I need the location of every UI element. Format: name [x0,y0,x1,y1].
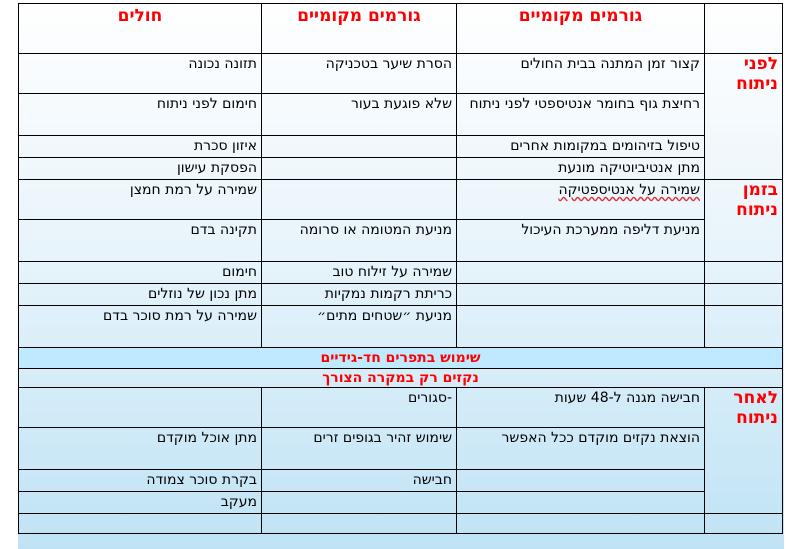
cell [457,492,705,514]
table-row [19,136,783,158]
cell: שמירה על זילוח טוב [262,262,457,284]
cell: תזונה נכונה [19,54,262,94]
cell: מניעת המטומה או סרומה [262,220,457,262]
cell: שלא פוגעת בעור [262,94,457,136]
cell [457,262,705,284]
table-row [19,158,783,180]
cell [457,284,705,306]
cell: תקינה בדם [19,220,262,262]
cell [457,470,705,492]
cell: הסרת שיער בטכניקה [262,54,457,94]
cell: חימום [19,262,262,284]
cell: איזון סכרת [19,136,262,158]
table-row [19,284,783,306]
surgical-infection-table [18,3,783,534]
cell [705,284,783,306]
header-stage [705,4,783,54]
cell: חבישה [262,470,457,492]
banner-row [19,348,783,369]
cell: טיפול בזיהומים במקומות אחרים [457,136,705,158]
banner-monofilament-sutures: שימוש בתפרים חד-גידיים [19,348,783,369]
cell: שמירה על רמת סוכר בדם [19,306,262,348]
table-row [19,306,783,348]
cell [705,306,783,348]
table-row [19,514,783,534]
stage-before-surgery: לפני ניתוח [705,54,783,180]
cell [19,514,262,534]
banner-row [19,369,783,388]
cell [705,514,783,534]
cell [457,306,705,348]
header-patients: חולים [19,4,262,54]
cell: מניעת דליפה ממערכת העיכול [457,220,705,262]
cell [705,262,783,284]
cell: מתן אנטיביוטיקה מונעת [457,158,705,180]
cell: חבישה מגנה ל-48 שעות [457,388,705,428]
cell [457,514,705,534]
cell: מתן אוכל מוקדם [19,428,262,470]
cell: מעקב [19,492,262,514]
table-row [19,94,783,136]
header-local-factors: גורמים מקומיים [457,4,705,54]
banner-drains-when-needed: נקזים רק במקרה הצורך [19,369,783,388]
cell: הפסקת עישון [19,158,262,180]
cell: שמירה על אנטיספטיקה [457,180,705,220]
cell [262,158,457,180]
table-row [19,388,783,428]
stage-after-surgery: לאחר ניתוח [705,388,783,514]
cell: שמירה על רמת חמצן [19,180,262,220]
table-row [19,180,783,220]
table-row [19,262,783,284]
cell: כריתת רקמות נמקיות [262,284,457,306]
table-row [19,492,783,514]
cell: בקרת סוכר צמודה [19,470,262,492]
cell: קצור זמן המתנה בבית החולים [457,54,705,94]
cell: מניעת ״שטחים מתים״ [262,306,457,348]
cell: רחיצת גוף בחומר אנטיספטי לפני ניתוח [457,94,705,136]
cell: הוצאת נקזים מוקדם ככל האפשר [457,428,705,470]
cell [19,388,262,428]
cell: חימום לפני ניתוח [19,94,262,136]
cell [262,136,457,158]
table-row [19,428,783,470]
table-row [19,54,783,94]
table-row [19,220,783,262]
header-row [19,4,783,54]
cell [262,492,457,514]
cell [262,180,457,220]
table-row [19,470,783,492]
header-local-factors-2: גורמים מקומיים [262,4,457,54]
stage-during-surgery: בזמן ניתוח [705,180,783,262]
cell [262,514,457,534]
cell: מתן נכון של נוזלים [19,284,262,306]
cell: -סגורים [262,388,457,428]
cell: שימוש זהיר בגופים זרים [262,428,457,470]
